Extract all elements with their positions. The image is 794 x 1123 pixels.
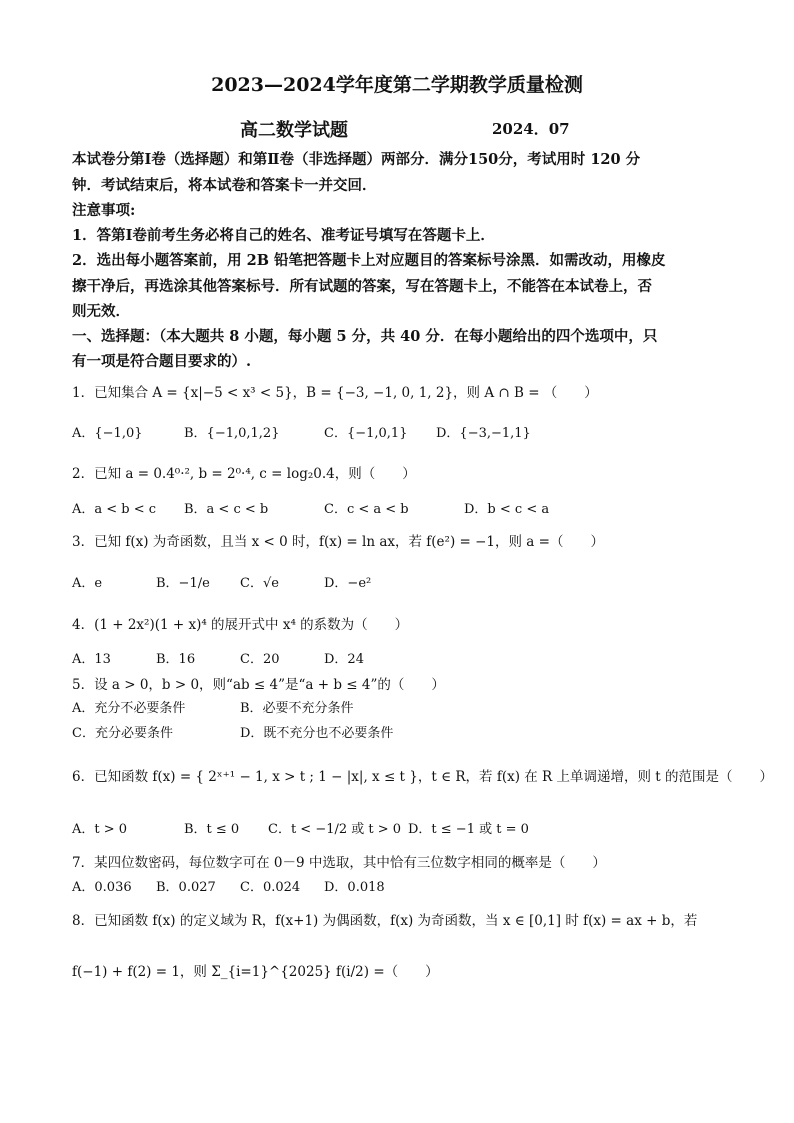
question-3-option-c: C．√e xyxy=(240,576,279,591)
question-7-option-b: B．0.027 xyxy=(156,880,216,895)
question-2-stem: 2．已知 a = 0.4⁰·², b = 2⁰·⁴, c = log₂0.4，则（ ） xyxy=(72,466,416,482)
question-5-stem: 5．设 a > 0，b > 0，则“ab ≤ 4”是“a + b ≤ 4”的（ ） xyxy=(72,677,445,693)
note-2-line-1: 2．选出每小题答案前，用 2B 铅笔把答题卡上对应题目的答案标号涂黑．如需改动，用橡皮 xyxy=(72,252,666,269)
question-6-option-c: C．t < −1/2 或 t > 0 xyxy=(268,822,402,837)
question-2-option-a: A．a < b < c xyxy=(72,502,157,517)
intro-line-2: 钟．考试结束后，将本试卷和答案卡一并交回． xyxy=(72,177,377,194)
note-2-line-2: 擦干净后，再选涂其他答案标号．所有试题的答案，写在答题卡上，不能答在本试卷上，否 xyxy=(72,278,652,295)
question-7-option-a: A．0.036 xyxy=(72,880,132,895)
question-4-stem: 4．(1 + 2x²)(1 + x)⁴ 的展开式中 x⁴ 的系数为（ ） xyxy=(72,617,409,633)
note-1: 1．答第Ⅰ卷前考生务必将自己的姓名、准考证号填写在答题卡上． xyxy=(72,227,495,244)
question-2-option-c: C．c < a < b xyxy=(324,502,409,517)
question-2-option-d: D．b < c < a xyxy=(464,502,550,517)
question-6-option-a: A．t > 0 xyxy=(72,822,128,837)
intro-line-1: 本试卷分第Ⅰ卷（选择题）和第Ⅱ卷（非选择题）两部分．满分150分，考试用时 120 分 xyxy=(72,151,641,168)
question-3-option-a: A．e xyxy=(72,576,103,591)
question-7-option-c: C．0.024 xyxy=(240,880,301,895)
question-5-option-a: A．充分不必要条件 xyxy=(72,701,186,716)
question-6-option-b: B．t ≤ 0 xyxy=(184,822,240,837)
question-4-option-d: D．24 xyxy=(324,652,364,667)
question-3-stem: 3．已知 f(x) 为奇函数，且当 x < 0 时，f(x) = ln ax，若 f(e²) = −1，则 a =（ ） xyxy=(72,534,604,550)
question-6-option-d: D．t ≤ −1 或 t = 0 xyxy=(408,822,529,837)
question-3-option-b: B．−1/e xyxy=(156,576,210,591)
question-2-option-b: B．a < c < b xyxy=(184,502,269,517)
question-1-option-a: A．{−1,0} xyxy=(72,426,143,441)
question-1-stem: 1．已知集合 A = {x|−5 < x³ < 5}，B = {−3, −1, 0, 1, 2}，则 A ∩ B = （ ） xyxy=(72,385,598,401)
exam-date: 2024．07 xyxy=(492,120,570,138)
exam-subtitle: 高二数学试题 xyxy=(240,120,348,141)
note-2-line-3: 则无效． xyxy=(72,303,130,320)
question-5-option-b: B．必要不充分条件 xyxy=(240,701,354,716)
section-1-heading-line-1: 一、选择题：（本大题共 8 小题，每小题 5 分，共 40 分．在每小题给出的四个选项中，只 xyxy=(72,328,658,345)
question-8-stem-line-2: f(−1) + f(2) = 1，则 Σ_{i=1}^{2025} f(i/2) =（ ） xyxy=(72,964,439,980)
question-4-option-b: B．16 xyxy=(156,652,196,667)
question-4-option-c: C．20 xyxy=(240,652,280,667)
question-4-option-a: A．13 xyxy=(72,652,111,667)
notes-heading: 注意事项: xyxy=(72,202,136,219)
question-7-stem: 7．某四位数密码，每位数字可在 0－9 中选取，其中恰有三位数字相同的概率是（ ） xyxy=(72,855,606,871)
question-8-stem-line-1: 8．已知函数 f(x) 的定义域为 R，f(x+1) 为偶函数，f(x) 为奇函数，当 x ∈ [0,1] 时 f(x) = ax + b，若 xyxy=(72,913,698,929)
question-1-option-c: C．{−1,0,1} xyxy=(324,426,408,441)
question-6-stem: 6．已知函数 f(x) = { 2ˣ⁺¹ − 1, x > t ; 1 − |x|, x ≤ t }，t ∈ R，若 f(x) 在 R 上单调递增，则 t 的范围是（ ） xyxy=(72,769,774,785)
question-7-option-d: D．0.018 xyxy=(324,880,385,895)
question-5-option-d: D．既不充分也不必要条件 xyxy=(240,726,394,741)
section-1-heading-line-2: 有一项是符合题目要求的）. xyxy=(72,353,252,370)
question-1-option-b: B．{−1,0,1,2} xyxy=(184,426,280,441)
question-5-option-c: C．充分必要条件 xyxy=(72,726,173,741)
question-1-option-d: D．{−3,−1,1} xyxy=(436,426,531,441)
question-3-option-d: D．−e² xyxy=(324,576,372,591)
exam-title: 2023—2024学年度第二学期教学质量检测 xyxy=(211,74,583,96)
